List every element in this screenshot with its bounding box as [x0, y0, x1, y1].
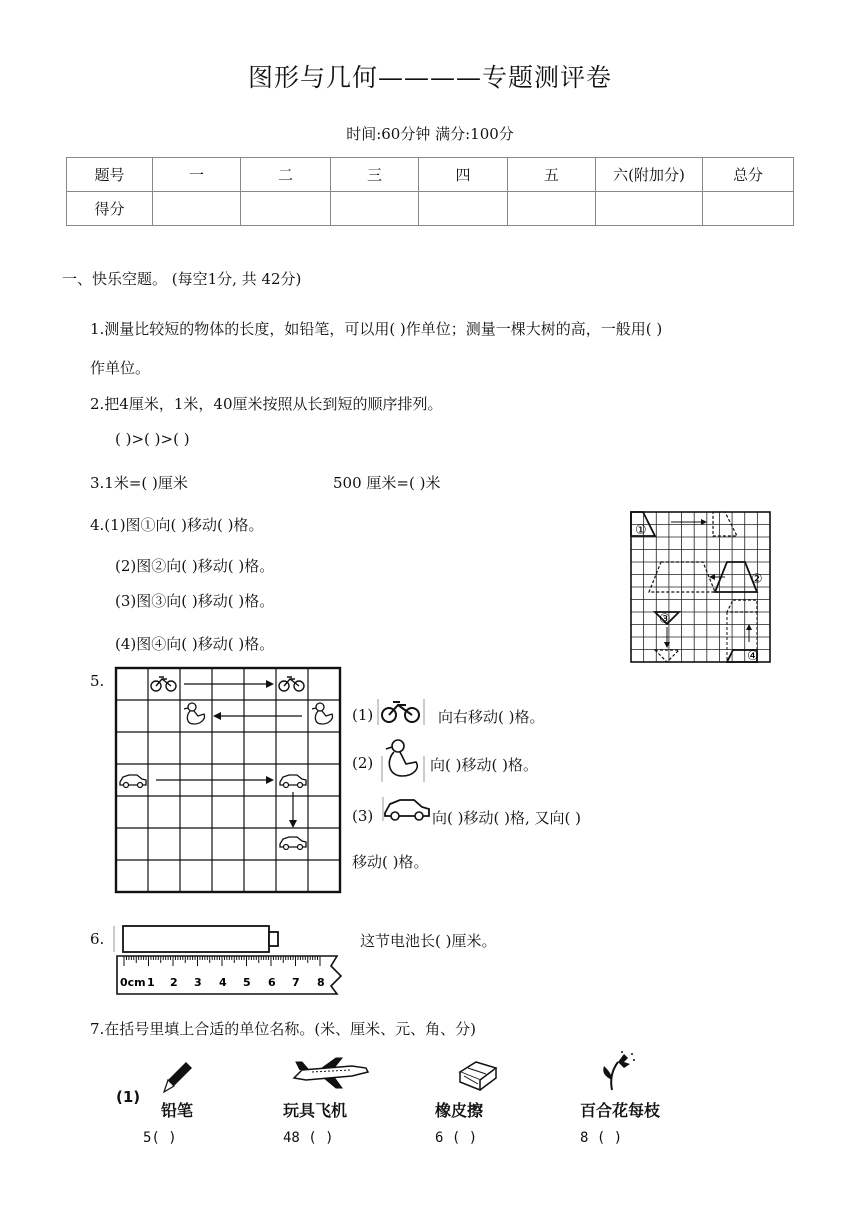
question-4-1: 4.(1)图①向( )移动( )格。 — [90, 516, 264, 534]
question-6: 这节电池长( )厘米。 — [360, 932, 497, 950]
score-input-cell[interactable] — [596, 192, 703, 226]
question-7-part-number: (1) — [116, 1088, 141, 1106]
header-cell: 四 — [419, 158, 508, 192]
question-5-1: 向右移动( )格。 — [438, 708, 545, 726]
question-3-part-a: 3.1米=( )厘米 — [90, 474, 188, 492]
lily-flower-icon — [598, 1050, 638, 1092]
pencil-icon — [156, 1060, 196, 1096]
section-heading: 一、快乐空题。 (每空1分, 共 42分) — [62, 270, 302, 288]
duck-icon — [380, 738, 428, 784]
item-name-toy-airplane: 玩具飞机 — [283, 1101, 348, 1120]
duck-icon — [312, 703, 333, 724]
answer-blank[interactable]: 6 ( ) — [435, 1130, 478, 1146]
score-input-cell[interactable] — [703, 192, 794, 226]
question-4-4: (4)图④向( )移动( )格。 — [115, 635, 275, 653]
bicycle-icon — [279, 677, 304, 691]
header-cell: 题号 — [67, 158, 153, 192]
question-3-part-b: 500 厘米=( )米 — [333, 474, 441, 492]
header-cell: 一 — [153, 158, 241, 192]
arrowhead — [701, 519, 707, 525]
question-2-line2: ( )>( )>( ) — [115, 430, 190, 448]
toy-airplane-icon — [292, 1056, 372, 1092]
ruler-tick-label: 4 — [219, 976, 227, 989]
ruler-tick-label: 5 — [243, 976, 251, 989]
bicycle-icon — [378, 697, 426, 727]
battery-and-ruler — [112, 922, 352, 998]
shape-2-dashed — [649, 562, 715, 592]
header-cell: 总分 — [703, 158, 794, 192]
shape-3-label: ③ — [659, 612, 671, 627]
question-5-2: 向( )移动( )格。 — [430, 756, 538, 774]
ruler-tick-label: 1 — [147, 976, 155, 989]
question-4-2: (2)图②向( )移动( )格。 — [115, 557, 275, 575]
car-icon — [280, 775, 306, 788]
score-input-cell[interactable] — [241, 192, 331, 226]
score-input-cell[interactable] — [331, 192, 419, 226]
question-6-number: 6. — [90, 930, 105, 948]
shape-1-label: ① — [635, 523, 647, 538]
shape-4-dashed — [727, 600, 757, 612]
question-5-3-prefix: (3) — [352, 807, 374, 825]
score-input-cell[interactable] — [153, 192, 241, 226]
duck-icon — [184, 703, 205, 724]
answer-blank[interactable]: 48 ( ) — [283, 1130, 334, 1146]
ruler-tick-label: 0cm — [120, 976, 146, 989]
header-cell: 六(附加分) — [596, 158, 703, 192]
page-title: 图形与几何————专题测评卷 — [247, 63, 612, 92]
question-1-line1: 1.测量比较短的物体的长度，如铅笔，可以用( )作单位；测量一棵大树的高，一般用( ) — [90, 320, 663, 338]
question-7: 7.在括号里填上合适的单位名称。(米、厘米、元、角、分) — [90, 1020, 477, 1038]
bicycle-icon — [151, 677, 176, 691]
answer-blank[interactable]: 8 ( ) — [580, 1130, 623, 1146]
question-2-line1: 2.把4厘米，1米，40厘米按照从长到短的顺序排列。 — [90, 395, 443, 413]
ruler-tick-label: 6 — [268, 976, 276, 989]
q4-translation-grid — [631, 512, 771, 664]
eraser-icon — [456, 1058, 500, 1092]
item-name-lily: 百合花每枝 — [580, 1101, 661, 1120]
question-5-1-prefix: (1) — [352, 706, 374, 724]
question-5-number: 5. — [90, 672, 105, 690]
item-name-pencil: 铅笔 — [161, 1101, 194, 1120]
car-icon — [120, 775, 146, 788]
question-5-2-prefix: (2) — [352, 754, 374, 772]
battery — [123, 926, 269, 952]
answer-blank[interactable]: 5( ) — [143, 1130, 177, 1146]
score-table-score-row — [67, 192, 794, 226]
item-name-eraser: 橡皮擦 — [435, 1101, 484, 1120]
question-5-3: 向( )移动( )格, 又向( ) — [432, 809, 581, 827]
car-icon — [280, 837, 306, 850]
shape-2-label: ② — [751, 572, 763, 587]
car-icon — [382, 795, 432, 823]
score-table-header-row — [67, 158, 794, 192]
q5-movement-grid — [116, 668, 342, 894]
header-cell: 三 — [331, 158, 419, 192]
score-label-cell: 得分 — [67, 192, 153, 226]
shape-4-label: ④ — [747, 649, 759, 664]
ruler-tick-label: 3 — [194, 976, 202, 989]
score-input-cell[interactable] — [419, 192, 508, 226]
question-5-3-continued: 移动( )格。 — [352, 853, 429, 871]
score-input-cell[interactable] — [508, 192, 596, 226]
shape-3-dashed — [655, 650, 679, 662]
header-cell: 二 — [241, 158, 331, 192]
header-cell: 五 — [508, 158, 596, 192]
exam-info: 时间:60分钟 满分:100分 — [346, 125, 514, 143]
shape-1-dashed — [713, 512, 737, 536]
ruler-tick-label: 7 — [292, 976, 300, 989]
question-4-3: (3)图③向( )移动( )格。 — [115, 592, 275, 610]
question-1-line2: 作单位。 — [90, 359, 151, 377]
ruler-tick-label: 2 — [170, 976, 178, 989]
score-table — [66, 157, 794, 226]
ruler-tick-label: 8 — [317, 976, 325, 989]
